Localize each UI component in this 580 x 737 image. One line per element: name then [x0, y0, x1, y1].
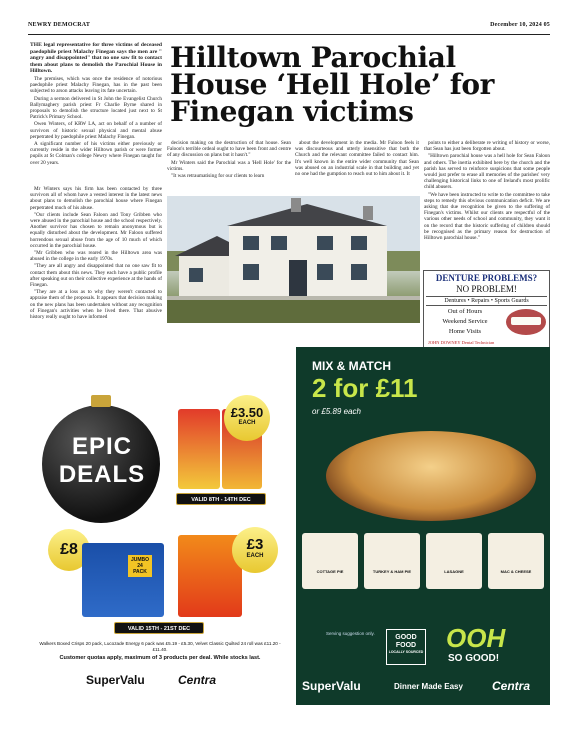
price-badge-3-50 [224, 395, 270, 441]
denture-contact-name: JOHN DOWNEY Dental Technician [428, 340, 495, 345]
ooh-text: OOH [446, 623, 506, 653]
denture-title: DENTURE PROBLEMS? [435, 273, 538, 283]
food-text: FOOD [395, 642, 417, 649]
good-food-logo [386, 629, 426, 665]
denture-weekend: Weekend Service [442, 318, 488, 325]
serving-note: Serving suggestion only. [326, 631, 375, 636]
centra-logo: Centra [178, 673, 217, 687]
small-print: Walkers Boxed Crisps 20 pack, Lucozade Energy 6 pack was £5.19 - £5.30, Velvet Classic Quilted 24 roll was £11.20 - £11.40. [39, 641, 281, 652]
article-paragraph: THE legal representative for three victims of deceased paedophile priest Malachy Finegan says the men are " angry and disappointed" that no one saw fit to contact them about plans to demolish the Parochial House in Hilltown. [30, 42, 162, 75]
article-column-2 [30, 186, 162, 342]
issue-date: December 10, 2024 05 [490, 22, 550, 28]
article-paragraph: "Mr Gribben who was reared in the Hilltown area was abused in the college in the early 1970s. [30, 250, 162, 263]
article-paragraph: "Hilltown parochial house was a hell hole for Sean Faloon and others. The inertia exhibited here by the church and the parish has served to reinforce suspicions that some people would just prefer to erase all memories of the parishes' very challenging historical links to one of Ireland's most prolific child abusers. [424, 153, 550, 191]
price-badge-3 [232, 527, 278, 573]
paper-name: NEWRY DEMOCRAT [28, 22, 91, 28]
meal-pack [488, 533, 544, 589]
parochial-house-photo [167, 196, 420, 323]
article-paragraph: Mr Winters said the Parochial was a 'Hell Hole' for the victims. [167, 159, 291, 172]
article-paragraph: "It was retraumatising for our clients to learn [171, 173, 265, 180]
article-paragraph: "They are all angry and disappointed that no one saw fit to contact them about this news. They each have a public profile after speaking out on their collective experience at the hands of Finegan. [30, 263, 162, 289]
headline: Hilltown Parochial House ‘Hell Hole’ for Finegan victims [170, 41, 495, 128]
article-paragraph: Mr Winters says his firm has been contacted by three survivors all of whom have a vested interest in the latest news about plans to demolish the parochial house where Finegan perpetrated much of his abuse. [30, 186, 162, 211]
supervalu-advert [28, 347, 550, 705]
so-good-text: SO GOOD! [448, 653, 500, 664]
denture-services: Dentures • Repairs • Sports Guards [426, 296, 547, 306]
pack-label: LASAGNE [444, 569, 464, 574]
good-text: GOOD [395, 634, 417, 641]
epic-text: EPIC [71, 433, 132, 460]
each-label: EACH [238, 420, 256, 426]
article-paragraph: A significant number of his victims either previously or currently reside in the wider Hilltown parish or were former pupils at St Colman's college Newry where Finegan taught for over 20 years. [30, 141, 162, 166]
article-paragraph: about the development in the media. Mr Faloon feels it was discourteous and utterly insensitive that both the Church and the relevant committee failed to contact him. It's well known in the entire wider community that Sean was abused on an industrial scale in that building and yet no one had the gumption to reach out to him about it. It [295, 140, 419, 178]
walkers-box [178, 409, 220, 489]
denture-out-of-hours: Out of Hours [447, 308, 483, 315]
masthead [28, 22, 550, 34]
masthead-rule [28, 34, 550, 35]
meal-pack [364, 533, 420, 589]
article-column-5 [424, 140, 550, 266]
each-label: EACH [246, 553, 264, 559]
pie-dish-image [326, 431, 536, 521]
article-paragraph: points to either a deliberate re writing of history or worse, that Sean has just been forgotten about. [424, 140, 550, 153]
denture-home-visits: Home Visits [448, 328, 482, 335]
dinner-made-easy: Dinner Made Easy [394, 682, 463, 691]
article-paragraph: During a sermon delivered in St John the Evangelist Church Ballymaghery parish priest Fr Charlie Byrne shared in proposals to demolish the structure located just next to St Patrick's Primary School. [30, 95, 162, 121]
price-8: £8 [60, 541, 78, 558]
article-paragraph: "Our clients include Sean Faloon and Tony Gribben who were abused in the parochial house and the school respectively. Another survivor has chosen to remain anonymous but is equally disturbed about the development. Mr Faloon suffered horrendous sexual abuse from the age of 10 much of which occurred in the parochial house. [30, 211, 162, 249]
article-column-1 [30, 42, 162, 185]
pack-label: COTTAGE PIE [316, 569, 344, 574]
smile-icon [506, 309, 546, 335]
price-3-50: £3.50 [230, 405, 264, 420]
meal-pack [302, 533, 358, 589]
locally-sourced: LOCALLY SOURCED [388, 650, 424, 654]
epic-deals-panel [28, 347, 293, 705]
each-price: or £5.89 each [312, 407, 361, 416]
article-paragraph: "We have been instructed to write to the committee to take steps to remedy this obvious communication deficit. We are asking that due recognition be given to the suffering of Finegan's victims. Whilst our clients are respectful of the various other needs of school and community, they want it on the record that the historic suffering of children should be recognised as the primary reason for destruction of Hilltown parochial house." [424, 191, 550, 242]
mix-match-panel [296, 347, 550, 705]
supervalu-logo: SuperValu [302, 679, 361, 693]
denture-subtitle: NO PROBLEM! [456, 284, 517, 294]
meal-pack [426, 533, 482, 589]
mix-match-heading: MIX & MATCH [312, 359, 392, 373]
article-paragraph: Owen Winters, of KRW LA, act on behalf of a number of survivors of historic sexual physical and mental abuse perpetrated by paedophile priest Malachy Finegan. [30, 121, 162, 140]
article-column-3 [167, 140, 291, 194]
price-3: £3 [246, 536, 264, 553]
pack-label: TURKEY & HAM PIE [372, 569, 412, 574]
article-paragraph: "They are at a loss as to why they weren't contacted to appraise them of the proposals. It appears that decision making on the new plans has been undertaken without any recognition of Finegan's activities when he lived there. That abusive history really ought to have informed [30, 289, 162, 321]
jumbo-badge: JUMBO 24 PACK [128, 555, 152, 577]
centra-logo: Centra [492, 679, 531, 693]
supervalu-logo: SuperValu [86, 673, 145, 687]
article-column-4 [295, 140, 419, 194]
bauble-cap-icon [91, 395, 111, 407]
quota-note: Customer quotas apply, maximum of 3 products per deal. While stocks last. [59, 655, 261, 661]
valid-dates-1: VALID 8TH - 14TH DEC [176, 493, 266, 505]
deals-text: DEALS [58, 461, 146, 488]
article-paragraph: decision making on the destruction of that house. Sean Faloon's terrible ordeal ought to have been front and centre of any discussion on plans but it hasn't." [167, 140, 291, 159]
valid-dates-2: VALID 15TH - 21ST DEC [114, 622, 204, 634]
pack-label: MAC & CHEESE [500, 569, 532, 574]
article-paragraph: The premises, which was once the residence of notorious paedophile priest Malachy Finegan, has in the past been subjected to arson attacks leaving its fate uncertain. [30, 75, 162, 95]
house-illustration [167, 196, 420, 323]
two-for-eleven: 2 for £11 [312, 373, 418, 403]
